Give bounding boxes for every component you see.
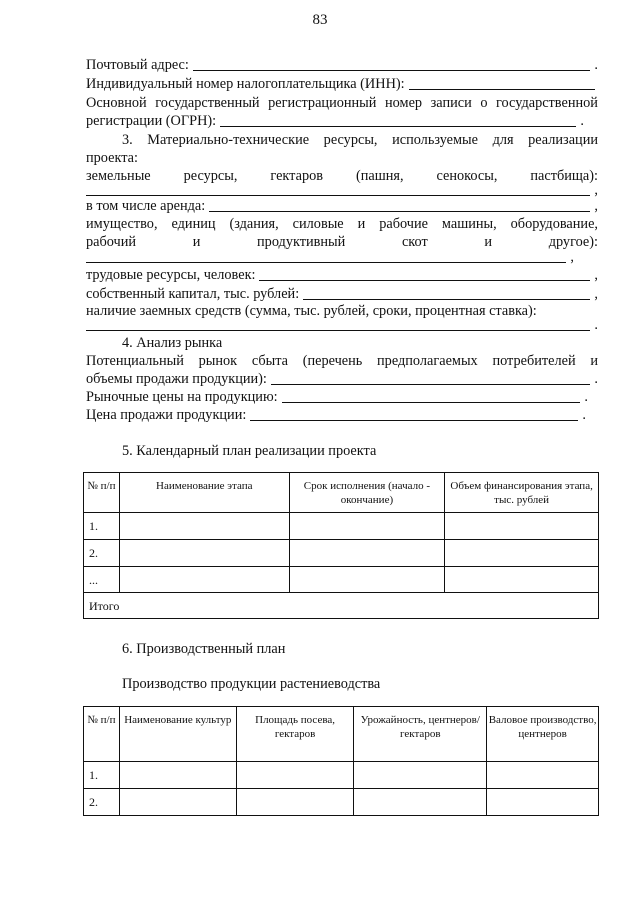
production-plan-subheading: Производство продукции растениеводства [122, 676, 381, 692]
table-row [84, 789, 599, 816]
own-capital-field[interactable] [303, 299, 590, 300]
resources-heading: 3. Материально-технические ресурсы, используемые для реализации [122, 132, 598, 148]
table-row [84, 513, 599, 540]
property-line-1: имущество, единиц (здания, силовые и рабочие машины, оборудование, [86, 216, 598, 232]
table-cell[interactable] [487, 789, 599, 816]
table-cell[interactable] [354, 789, 487, 816]
calendar-plan-table [83, 472, 599, 619]
column-header: Урожайность, центнеров/гектаров [354, 707, 487, 762]
sale-price-field[interactable] [250, 420, 578, 421]
table-cell[interactable] [236, 789, 354, 816]
resources-heading-cont: проекта: [86, 150, 138, 166]
land-resources-line: земельные ресурсы, гектаров (пашня, сенокосы, пастбища): [86, 168, 598, 184]
rent-label: в том числе аренда: [86, 198, 206, 214]
property-fill-line: , [86, 248, 574, 266]
borrowed-label: наличие заемных средств (сумма, тыс. рублей, сроки, процентная ставка): [86, 303, 537, 319]
market-prices-label: Рыночные цены на продукцию: [86, 389, 278, 405]
rent-field[interactable] [209, 211, 590, 212]
postal-address-label: Почтовый адрес: [86, 57, 189, 73]
land-resources-field[interactable] [86, 195, 590, 196]
table-cell[interactable] [119, 762, 236, 789]
postal-address-line: Почтовый адрес: . [86, 57, 598, 73]
table-cell[interactable] [119, 789, 236, 816]
table-cell[interactable] [119, 513, 289, 540]
property-field[interactable] [86, 262, 566, 263]
table-cell[interactable] [289, 567, 445, 593]
property-line-2: рабочий и продуктивный скот и другое): [86, 234, 598, 250]
calendar-plan-heading: 5. Календарный план реализации проекта [122, 443, 377, 459]
ogrn-field[interactable] [220, 126, 576, 127]
table-cell[interactable] [445, 567, 599, 593]
row-number: 2. [84, 540, 120, 567]
potential-market-line-2: объемы продажи продукции): . [86, 371, 598, 387]
potential-market-label: объемы продажи продукции): [86, 371, 267, 387]
table-header-row [84, 473, 599, 513]
column-header: № п/п [84, 707, 120, 762]
table-cell[interactable] [289, 540, 445, 567]
table-cell[interactable] [289, 513, 445, 540]
row-number: 2. [84, 789, 120, 816]
ogrn-line-2: регистрации (ОГРН): . [86, 113, 584, 129]
table-cell[interactable] [445, 513, 599, 540]
table-header-row [84, 707, 599, 762]
labor-label: трудовые ресурсы, человек: [86, 267, 256, 283]
own-capital-label: собственный капитал, тыс. рублей: [86, 286, 300, 302]
table-row [84, 540, 599, 567]
total-label: Итого [84, 593, 599, 619]
own-capital-line: собственный капитал, тыс. рублей: , [86, 286, 598, 302]
ogrn-label: регистрации (ОГРН): [86, 113, 217, 129]
table-cell[interactable] [236, 762, 354, 789]
table-total-row [84, 593, 599, 619]
sale-price-line: Цена продажи продукции: . [86, 407, 586, 423]
table-row [84, 567, 599, 593]
table-cell[interactable] [445, 540, 599, 567]
rent-line: в том числе аренда: , [86, 198, 598, 214]
land-resources-fill-line: , [86, 181, 598, 199]
labor-line: трудовые ресурсы, человек: , [86, 267, 598, 283]
potential-market-line-1: Потенциальный рынок сбыта (перечень предполагаемых потребителей и [86, 353, 598, 369]
postal-address-field[interactable] [193, 70, 591, 71]
table-cell[interactable] [119, 567, 289, 593]
inn-label: Индивидуальный номер налогоплательщика (ИНН): [86, 76, 405, 92]
column-header: № п/п [84, 473, 120, 513]
ogrn-line-1: Основной государственный регистрационный номер записи о государственной [86, 95, 598, 111]
crop-production-table [83, 706, 599, 816]
table-cell[interactable] [487, 762, 599, 789]
column-header: Наименование культур [119, 707, 236, 762]
table-cell[interactable] [354, 762, 487, 789]
potential-market-field[interactable] [271, 384, 591, 385]
borrowed-fill-line: . [86, 316, 598, 334]
production-plan-heading: 6. Производственный план [122, 641, 286, 657]
market-prices-field[interactable] [282, 402, 581, 403]
market-heading: 4. Анализ рынка [122, 335, 223, 351]
borrowed-field[interactable] [86, 330, 590, 331]
sale-price-label: Цена продажи продукции: [86, 407, 247, 423]
inn-field[interactable] [409, 89, 595, 90]
row-number: 1. [84, 513, 120, 540]
page-number: 83 [312, 12, 328, 28]
table-row [84, 762, 599, 789]
inn-line [86, 75, 598, 93]
table-cell[interactable] [119, 540, 289, 567]
market-prices-line: Рыночные цены на продукцию: . [86, 389, 588, 405]
column-header: Валовое производство, центнеров [487, 707, 599, 762]
column-header: Объем финансирования этапа, тыс. рублей [445, 473, 599, 513]
row-number: ... [84, 567, 120, 593]
row-number: 1. [84, 762, 120, 789]
column-header: Наименование этапа [119, 473, 289, 513]
labor-field[interactable] [259, 280, 590, 281]
column-header: Срок исполнения (начало - окончание) [289, 473, 445, 513]
column-header: Площадь посева, гектаров [236, 707, 354, 762]
